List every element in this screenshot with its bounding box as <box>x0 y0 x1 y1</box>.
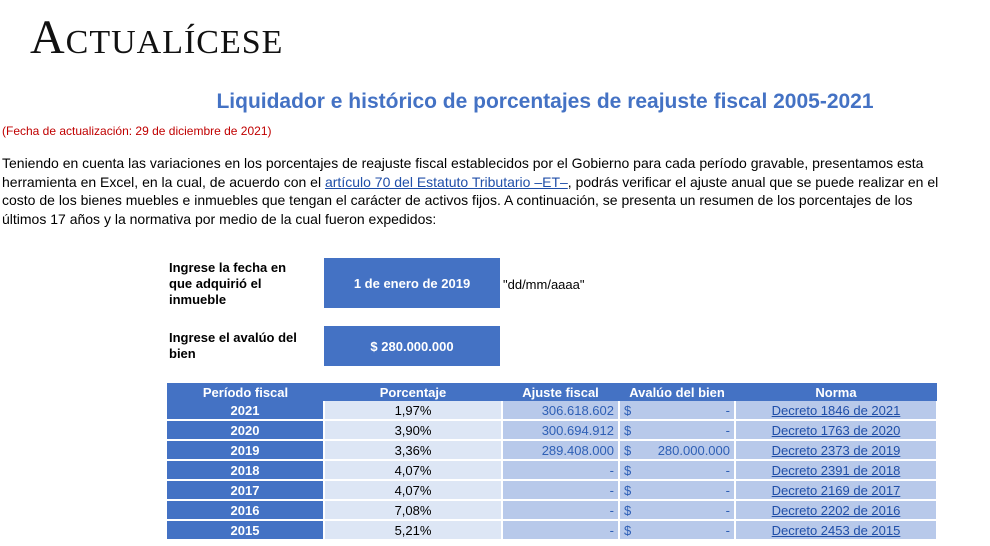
header-period: Período fiscal <box>167 383 324 401</box>
currency-symbol: $ <box>624 522 632 538</box>
cell-year: 2016 <box>167 500 324 520</box>
cell-year: 2020 <box>167 420 324 440</box>
intro-text-2: , podrás verificar el ajuste anual que se puede realizar en el costo de los bienes muebles e inmuebles que tengan el carácter de activos fijos. A continuación, se presenta un resumen de los porcentajes de los últimos 17 años y la normativa por medio de la cual fueron expedidos: <box>2 173 939 227</box>
appraisal-amount: - <box>725 482 730 498</box>
appraisal-amount: - <box>725 402 730 418</box>
currency-symbol: $ <box>624 422 632 438</box>
header-appraisal: Avalúo del bien <box>619 383 735 401</box>
value-label: Ingrese el avalúo del bien <box>169 330 297 361</box>
date-input[interactable]: 1 de enero de 2019 <box>324 258 500 308</box>
currency-symbol: $ <box>624 482 632 498</box>
appraisal-amount: - <box>725 502 730 518</box>
table-row <box>167 440 937 460</box>
article-70-link[interactable]: artículo 70 del Estatuto Tributario –ET– <box>324 173 568 190</box>
cell-appraisal <box>619 480 735 500</box>
cell-adjustment: - <box>502 480 619 500</box>
currency-symbol: $ <box>624 502 632 518</box>
cell-adjustment: - <box>502 500 619 520</box>
norm-link[interactable]: Decreto 2391 de 2018 <box>771 462 901 478</box>
cell-percentage: 1,97% <box>324 401 502 420</box>
currency-symbol: $ <box>624 462 632 478</box>
cell-percentage: 5,21% <box>324 520 502 540</box>
norm-link[interactable]: Decreto 2373 de 2019 <box>771 442 901 458</box>
logo: Actualícese <box>30 11 284 64</box>
norm-link[interactable]: Decreto 1846 de 2021 <box>771 402 901 418</box>
currency-symbol: $ <box>624 402 632 418</box>
norm-link[interactable]: Decreto 2202 de 2016 <box>771 502 901 518</box>
date-format-hint: "dd/mm/aaaa" <box>503 277 585 292</box>
cell-year: 2017 <box>167 480 324 500</box>
cell-appraisal <box>619 500 735 520</box>
cell-norm <box>735 520 937 540</box>
cell-appraisal <box>619 440 735 460</box>
cell-adjustment: 306.618.602 <box>502 401 619 420</box>
cell-year: 2018 <box>167 460 324 480</box>
fiscal-table <box>167 383 938 541</box>
norm-link[interactable]: Decreto 2169 de 2017 <box>771 482 901 498</box>
cell-year: 2015 <box>167 520 324 540</box>
cell-year: 2021 <box>167 401 324 420</box>
cell-norm <box>735 480 937 500</box>
table-row <box>167 520 937 540</box>
table-row <box>167 420 937 440</box>
norm-link[interactable]: Decreto 1763 de 2020 <box>771 422 901 438</box>
header-norm: Norma <box>735 383 937 401</box>
header-percentage: Porcentaje <box>324 383 502 401</box>
value-input[interactable]: $ 280.000.000 <box>324 326 500 366</box>
cell-adjustment: 289.408.000 <box>502 440 619 460</box>
table-header-row <box>167 383 937 401</box>
page-title: Liquidador e histórico de porcentajes de reajuste fiscal 2005-2021 <box>216 90 874 113</box>
header-adjustment: Ajuste fiscal <box>502 383 619 401</box>
table-row <box>167 460 937 480</box>
intro-text-1: Teniendo en cuenta las variaciones en los porcentajes de reajuste fiscal establecidos por el Gobierno para cada período gravable, presentamos esta herramienta en Excel, en la cual, de acuerdo con el <box>2 155 924 190</box>
cell-norm <box>735 460 937 480</box>
cell-appraisal <box>619 460 735 480</box>
cell-norm <box>735 500 937 520</box>
cell-adjustment: - <box>502 520 619 540</box>
cell-adjustment: 300.694.912 <box>502 420 619 440</box>
appraisal-amount: - <box>725 522 730 538</box>
table-row <box>167 480 937 500</box>
cell-norm <box>735 420 937 440</box>
appraisal-amount: - <box>725 462 730 478</box>
cell-percentage: 4,07% <box>324 480 502 500</box>
currency-symbol: $ <box>624 442 632 458</box>
table-row <box>167 500 937 520</box>
cell-adjustment: - <box>502 460 619 480</box>
cell-norm <box>735 440 937 460</box>
norm-link[interactable]: Decreto 2453 de 2015 <box>771 522 901 538</box>
intro-paragraph <box>2 154 957 228</box>
cell-percentage: 3,36% <box>324 440 502 460</box>
cell-percentage: 4,07% <box>324 460 502 480</box>
cell-appraisal <box>619 401 735 420</box>
table-row <box>167 401 937 420</box>
cell-appraisal <box>619 520 735 540</box>
update-date: (Fecha de actualización: 29 de diciembre de 2021) <box>2 124 272 138</box>
cell-percentage: 3,90% <box>324 420 502 440</box>
appraisal-amount: - <box>725 422 730 438</box>
date-label: Ingrese la fecha en que adquirió el inmueble <box>169 260 287 307</box>
cell-norm <box>735 401 937 420</box>
appraisal-amount: 280.000.000 <box>657 442 730 458</box>
cell-appraisal <box>619 420 735 440</box>
cell-percentage: 7,08% <box>324 500 502 520</box>
cell-year: 2019 <box>167 440 324 460</box>
